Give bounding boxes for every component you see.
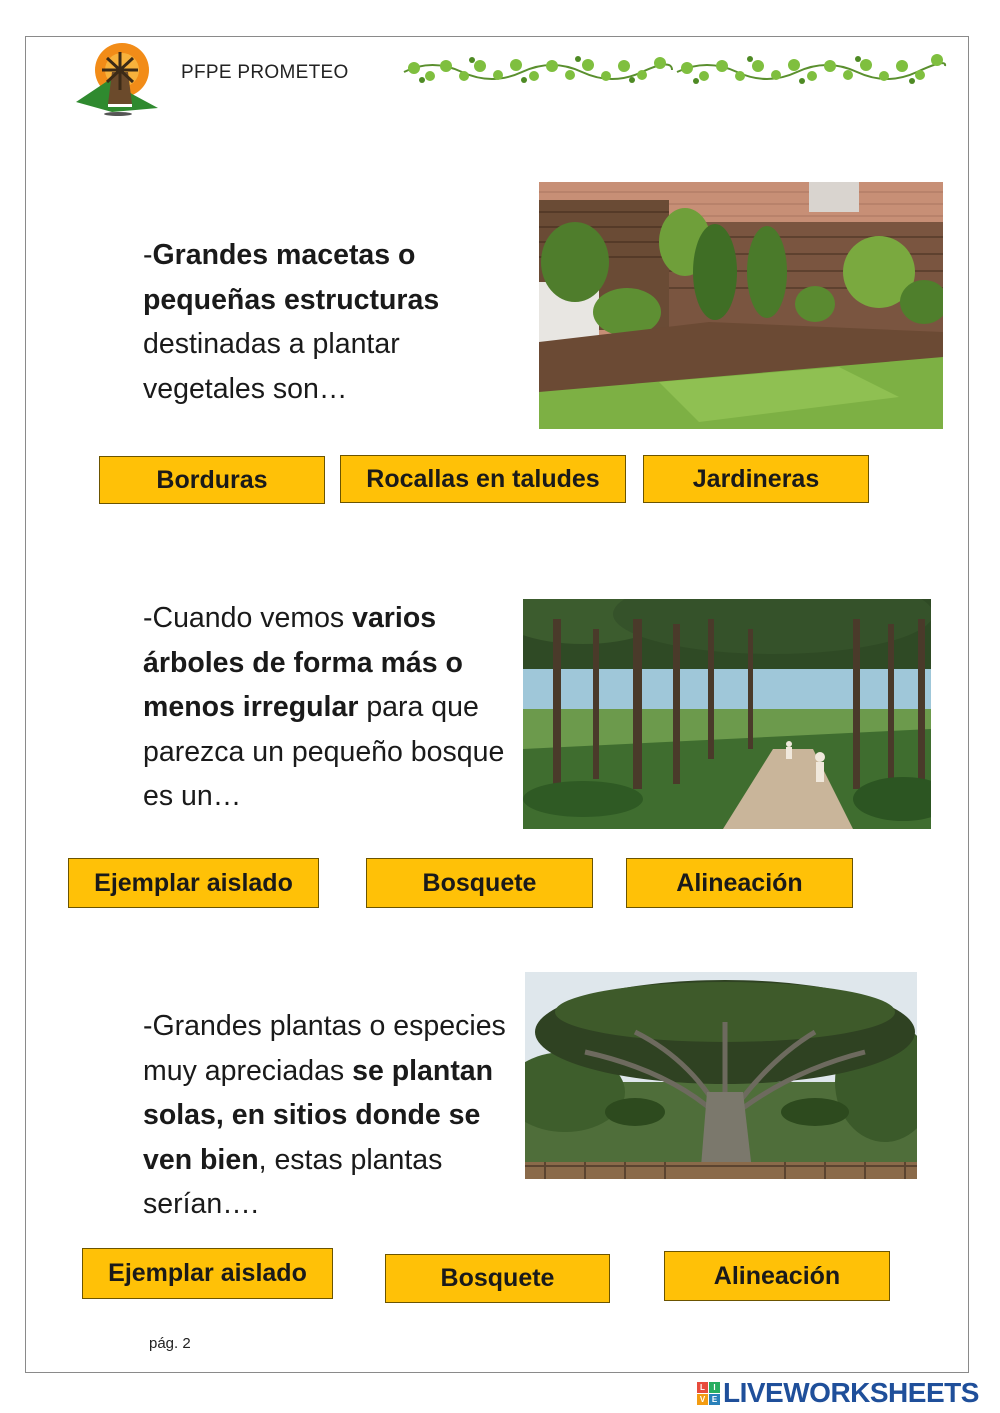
- header-title: PFPE PROMETEO: [181, 62, 349, 83]
- question-3-text: -Grandes plantas o especies muy apreciadas se plantan solas, en sitios donde se ven bien, estas plantas serían….: [143, 1010, 506, 1220]
- windmill-sun-logo: [72, 38, 162, 118]
- ivy-vine-border: [402, 48, 947, 92]
- option-alineacion-2[interactable]: Alineación: [626, 858, 853, 908]
- page-number: pág. 2: [149, 1335, 191, 1352]
- liveworksheets-brand-text: LIVEWORKSHEETS: [723, 1377, 979, 1408]
- park-trees-path-photo: [523, 599, 931, 829]
- liveworksheets-blocks-icon: L I V E: [697, 1382, 720, 1405]
- option-ejemplar-aislado-2[interactable]: Ejemplar aislado: [68, 858, 319, 908]
- question-1-text: -Grandes macetas o pequeñas estructuras destinadas a plantar vegetales son…: [143, 239, 440, 405]
- option-ejemplar-aislado-3[interactable]: Ejemplar aislado: [82, 1248, 333, 1299]
- option-bosquete-3[interactable]: Bosquete: [385, 1254, 610, 1303]
- question-2-text: -Cuando vemos varios árboles de forma más o menos irregular para que parezca un pequeño bosque es un…: [143, 602, 505, 812]
- option-borduras[interactable]: Borduras: [99, 456, 325, 504]
- option-bosquete-2[interactable]: Bosquete: [366, 858, 593, 908]
- option-alineacion-3[interactable]: Alineación: [664, 1251, 890, 1301]
- dragon-tree-photo: [525, 972, 917, 1179]
- liveworksheets-logo: [697, 1377, 979, 1409]
- option-jardineras[interactable]: Jardineras: [643, 455, 869, 503]
- option-rocallas-en-taludes[interactable]: Rocallas en taludes: [340, 455, 626, 503]
- garden-planters-photo: [539, 182, 943, 429]
